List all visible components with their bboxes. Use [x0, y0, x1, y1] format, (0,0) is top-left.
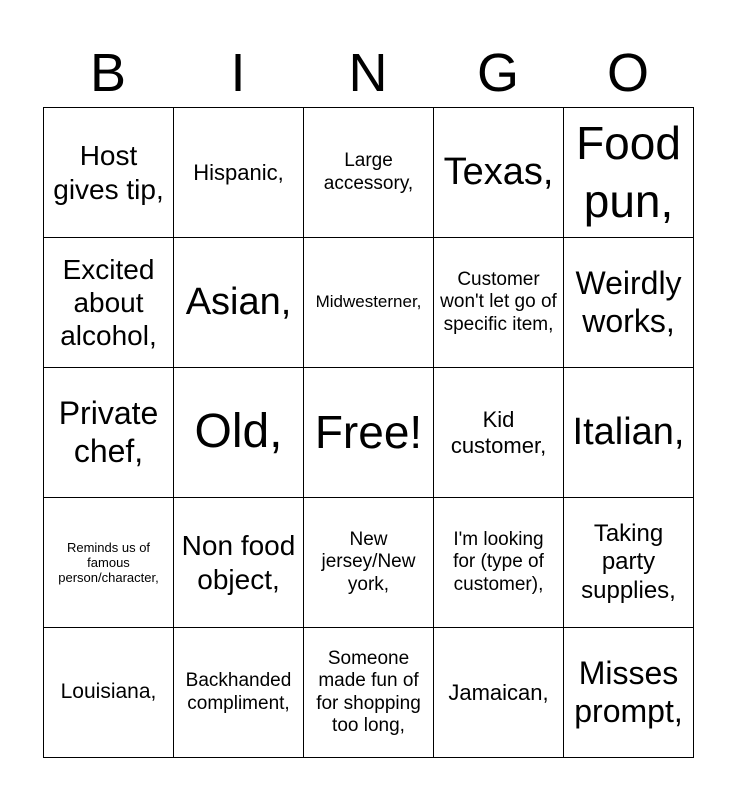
bingo-cell[interactable]: Hispanic,: [174, 108, 304, 238]
header-letter-o: O: [606, 43, 649, 103]
bingo-cell[interactable]: Italian,: [564, 368, 694, 498]
bingo-cell[interactable]: Texas,: [434, 108, 564, 238]
bingo-cell[interactable]: Backhanded compliment,: [174, 628, 304, 758]
bingo-cell[interactable]: Host gives tip,: [44, 108, 174, 238]
bingo-cell[interactable]: Midwesterner,: [304, 238, 434, 368]
bingo-cell[interactable]: Large accessory,: [304, 108, 434, 238]
bingo-cell[interactable]: Old,: [174, 368, 304, 498]
bingo-cell[interactable]: Non food object,: [174, 498, 304, 628]
header-letter-i: I: [230, 43, 246, 103]
bingo-cell[interactable]: Weirdly works,: [564, 238, 694, 368]
bingo-cell[interactable]: Excited about alcohol,: [44, 238, 174, 368]
bingo-cell[interactable]: Jamaican,: [434, 628, 564, 758]
bingo-cell[interactable]: Asian,: [174, 238, 304, 368]
bingo-cell[interactable]: New jersey/New york,: [304, 498, 434, 628]
bingo-cell[interactable]: I'm looking for (type of customer),: [434, 498, 564, 628]
bingo-cell[interactable]: Louisiana,: [44, 628, 174, 758]
bingo-cell[interactable]: Misses prompt,: [564, 628, 694, 758]
bingo-cell[interactable]: Taking party supplies,: [564, 498, 694, 628]
header-letter-g: G: [476, 43, 519, 103]
bingo-grid: [43, 107, 694, 758]
bingo-cell[interactable]: Kid customer,: [434, 368, 564, 498]
header-letter-n: N: [348, 43, 388, 103]
bingo-cell[interactable]: Reminds us of famous person/character,: [44, 498, 174, 628]
header-letter-b: B: [89, 43, 127, 103]
bingo-cell[interactable]: Food pun,: [564, 108, 694, 238]
bingo-header: [43, 38, 693, 108]
bingo-cell[interactable]: Someone made fun of for shopping too long,: [304, 628, 434, 758]
bingo-cell[interactable]: Customer won't let go of specific item,: [434, 238, 564, 368]
bingo-cell[interactable]: Free!: [304, 368, 434, 498]
bingo-cell[interactable]: Private chef,: [44, 368, 174, 498]
